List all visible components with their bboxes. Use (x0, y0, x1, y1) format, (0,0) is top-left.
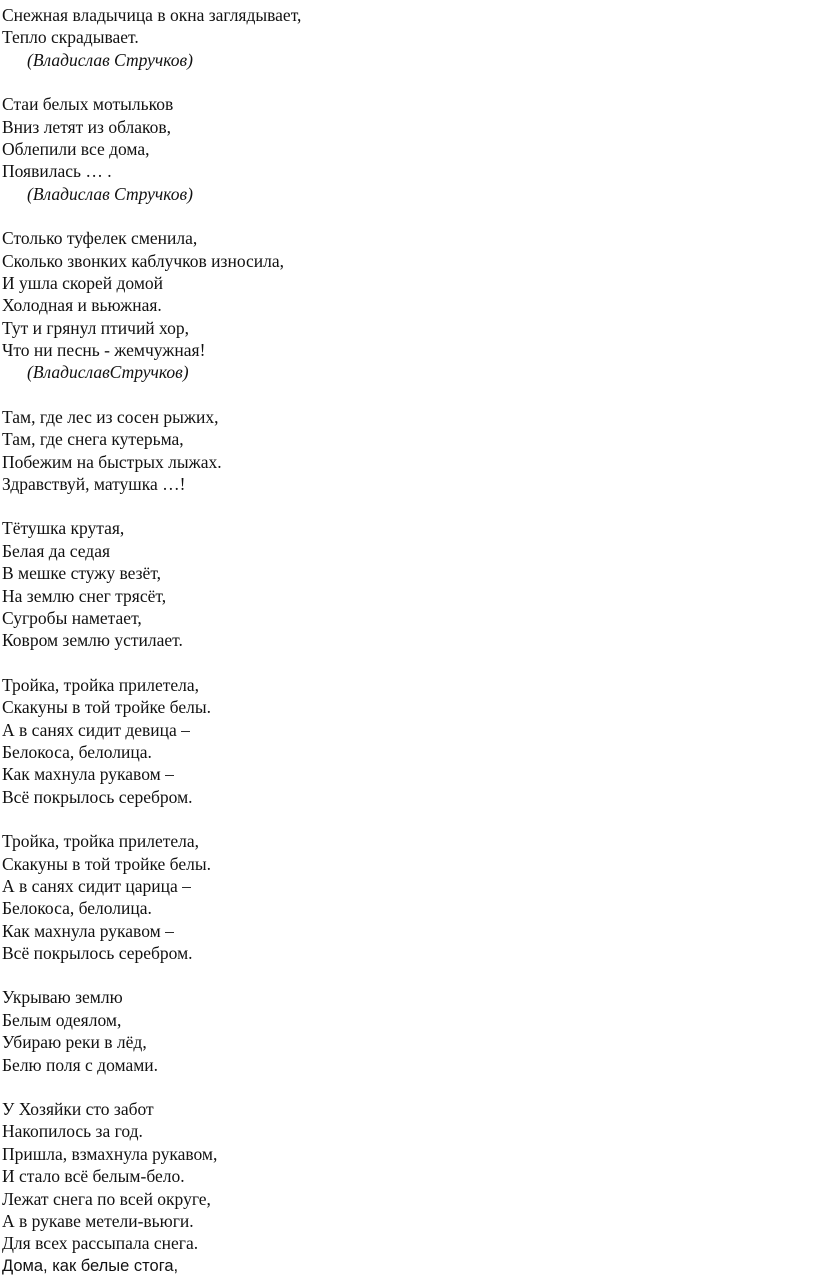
poem-line: Скакуны в той тройке белы. (2, 697, 211, 718)
stanza-3 (2, 227, 816, 384)
poem-line: Пришла, взмахнула рукавом, (2, 1143, 218, 1164)
poem-line: Белокоса, белолица. (2, 741, 152, 762)
poem-line: Холодная и вьюжная. (2, 295, 162, 316)
poem-line: И ушла скорей домой (2, 272, 164, 293)
poem-line: Сугробы наметает, (2, 607, 142, 628)
poem-line: Облепили все дома, (2, 138, 150, 159)
stanza-8 (2, 986, 816, 1076)
poem-line: Накопилось за год. (2, 1121, 143, 1142)
poem-line: Всё покрылось серебром. (2, 786, 193, 807)
poem-line: Появилась … . (2, 161, 112, 182)
poem-line: Столько туфелек сменила, (2, 228, 198, 249)
author-attribution: (Владислав Стручков) (27, 49, 193, 70)
poem-line: В мешке стужу везёт, (2, 563, 162, 584)
poem-line: Сколько звонких каблучков износила, (2, 250, 285, 271)
poem-line-sans: Дома, как белые стога, (2, 1256, 179, 1275)
stanza-1 (2, 4, 816, 71)
stanza-4 (2, 406, 816, 496)
poem-line: Для всех рассыпала снега. (2, 1233, 199, 1254)
poem-line: Стаи белых мотыльков (2, 94, 174, 115)
poem-line: А в санях сидит девица – (2, 719, 190, 740)
poem-line: Тройка, тройка прилетела, (2, 674, 200, 695)
poem-line: Лежат снега по всей округе, (2, 1188, 211, 1209)
poem-line: Побежим на быстрых лыжах. (2, 451, 222, 472)
poem-line: А в рукаве метели-вьюги. (2, 1210, 194, 1231)
poem-line: Снежная владычица в окна заглядывает, (2, 5, 302, 25)
poem-line: Убираю реки в лёд, (2, 1032, 147, 1053)
poem-line: Что ни песнь - жемчужная! (2, 340, 206, 361)
author-attribution: (Владислав Стручков) (27, 183, 193, 204)
poem-line: Тут и грянул птичий хор, (2, 317, 190, 338)
poem-line: Здравствуй, матушка …! (2, 474, 186, 495)
poem-line: А в санях сидит царица – (2, 875, 191, 896)
stanza-7 (2, 830, 816, 964)
poem-line: Скакуны в той тройке белы. (2, 853, 211, 874)
poem-line: Там, где лес из сосен рыжих, (2, 406, 219, 427)
stanza-2 (2, 93, 816, 205)
poem-line: Всё покрылось серебром. (2, 943, 193, 964)
poem-line: Там, где снега кутерьма, (2, 429, 184, 450)
poem-line: Укрываю землю (2, 987, 123, 1008)
author-attribution: (ВладиславСтручков) (27, 362, 189, 383)
stanza-9 (2, 1098, 816, 1277)
poem-line: Ковром землю устилает. (2, 630, 183, 651)
stanza-5 (2, 517, 816, 651)
poem-line: Тройка, тройка прилетела, (2, 831, 200, 852)
poem-line: Белым одеялом, (2, 1009, 122, 1030)
poem-line: Как махнула рукавом – (2, 764, 174, 785)
poem-line: Белокоса, белолица. (2, 898, 152, 919)
poem-line: У Хозяйки сто забот (2, 1099, 154, 1120)
poem-line: Тётушка крутая, (2, 518, 125, 539)
poem-line: Как махнула рукавом – (2, 920, 174, 941)
poem-line: Тепло скрадывает. (2, 27, 139, 48)
stanza-6 (2, 674, 816, 808)
poem-line: И стало всё белым-бело. (2, 1166, 185, 1187)
poem-line: Белая да седая (2, 540, 111, 561)
poem-line: Вниз летят из облаков, (2, 116, 172, 137)
poem-line: Белю поля с домами. (2, 1054, 159, 1075)
poem-line: На землю снег трясёт, (2, 585, 167, 606)
